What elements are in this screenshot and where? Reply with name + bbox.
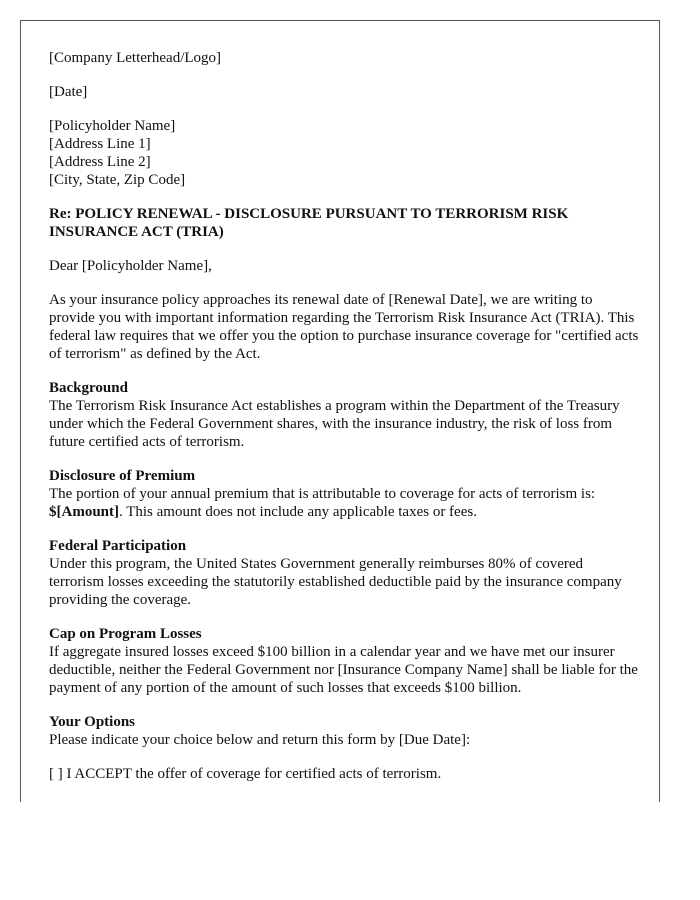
recipient-address — [49, 117, 639, 189]
letter-date: [Date] — [49, 84, 88, 100]
section-background — [49, 379, 639, 451]
premium-text-before: The portion of your annual premium that is attributable to coverage for acts of terrorism is: — [49, 486, 596, 502]
cap-body: If aggregate insured losses exceed $100 billion in a calendar year and we have met our insurer deductible, neither the Federal Government nor [Insurance Company Name] shall be liable for the payment of any portion of the amount of such losses that exceeds $100 billion. — [49, 644, 638, 696]
accept-option: [ ] I ACCEPT the offer of coverage for certified acts of terrorism. — [49, 766, 442, 782]
intro-paragraph: As your insurance policy approaches its renewal date of [Renewal Date], we are writing to provide you with important information regarding the Terrorism Risk Insurance Act (TRIA). This federal law requires that we offer you the option to purchase insurance coverage for "certified acts of terrorism" as defined by the Act. — [49, 292, 639, 362]
letterhead: [Company Letterhead/Logo] — [49, 50, 222, 66]
section-cap — [49, 625, 639, 697]
premium-amount: $[Amount] — [49, 504, 119, 520]
recipient-address-line-1: [Address Line 1] — [49, 136, 151, 152]
options-body: Please indicate your choice below and return this form by [Due Date]: — [49, 732, 471, 748]
premium-heading: Disclosure of Premium — [49, 468, 196, 484]
recipient-name: [Policyholder Name] — [49, 118, 176, 134]
cap-heading: Cap on Program Losses — [49, 626, 202, 642]
federal-body: Under this program, the United States Government generally reimburses 80% of covered terrorism losses exceeding the statutorily established deductible paid by the insurance company providing the coverage. — [49, 556, 622, 608]
section-premium — [49, 467, 639, 521]
background-body: The Terrorism Risk Insurance Act establishes a program within the Department of the Treasury under which the Federal Government shares, with the insurance industry, the risk of loss from future certified acts of terrorism. — [49, 398, 620, 450]
premium-body — [49, 485, 639, 521]
background-heading: Background — [49, 380, 128, 396]
premium-text-after: . This amount does not include any applicable taxes or fees. — [119, 504, 477, 520]
options-heading: Your Options — [49, 714, 136, 730]
federal-heading: Federal Participation — [49, 538, 187, 554]
subject-line: Re: POLICY RENEWAL - DISCLOSURE PURSUANT TO TERRORISM RISK INSURANCE ACT (TRIA) — [49, 206, 569, 240]
letter-page — [20, 20, 660, 802]
recipient-address-line-2: [Address Line 2] — [49, 154, 151, 170]
section-options — [49, 713, 639, 749]
letter-content — [49, 49, 639, 799]
salutation: Dear [Policyholder Name], — [49, 258, 212, 274]
recipient-city-state-zip: [City, State, Zip Code] — [49, 172, 186, 188]
section-federal-participation — [49, 537, 639, 609]
